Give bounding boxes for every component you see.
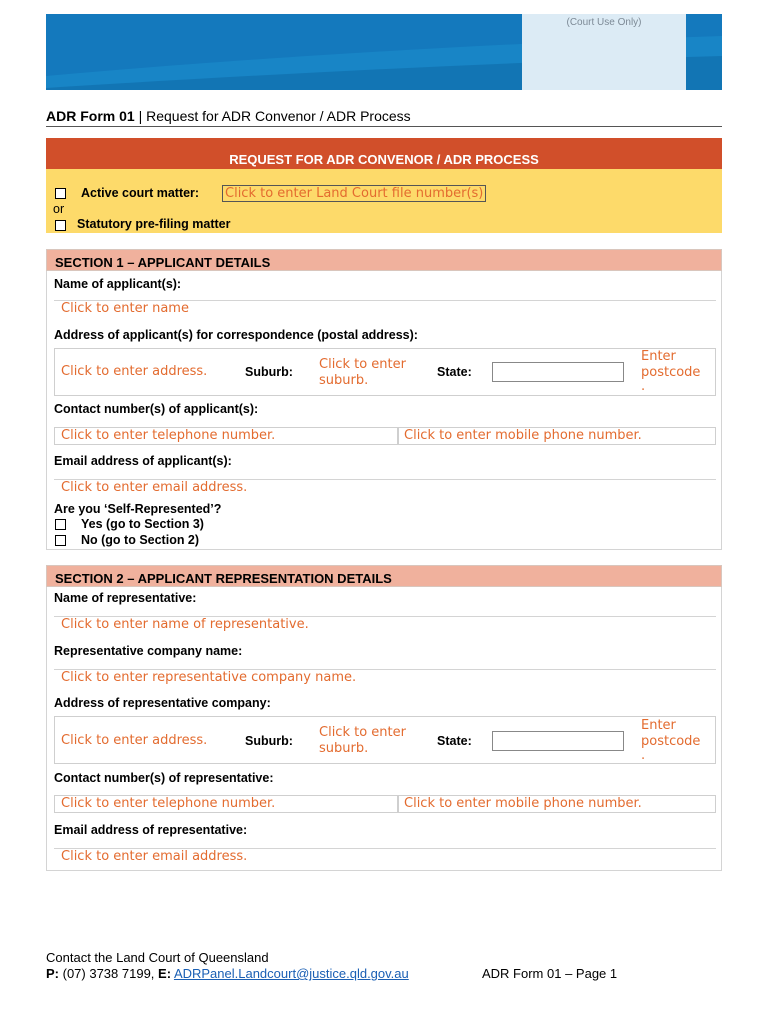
applicant-suburb-field-cont: suburb.: [319, 373, 369, 388]
request-heading: REQUEST FOR ADR CONVENOR / ADR PROCESS: [46, 138, 722, 169]
footer-phone-label: P:: [46, 966, 59, 981]
representative-state-label: State:: [437, 734, 472, 748]
representative-contact-label: Contact number(s) of representative:: [54, 771, 274, 785]
applicant-address-label: Address of applicant(s) for correspondence (postal address):: [54, 328, 418, 342]
self-rep-no-label: No (go to Section 2): [81, 533, 200, 547]
self-rep-yes-checkbox[interactable]: [55, 519, 66, 530]
representative-name-label: Name of representative:: [54, 591, 197, 605]
representative-postcode-field-cont: postcode: [641, 734, 701, 749]
applicant-postcode-field[interactable]: Enter: [641, 349, 676, 364]
footer-contact: Contact the Land Court of Queensland: [46, 950, 269, 965]
applicant-email-label: Email address of applicant(s):: [54, 454, 232, 468]
section2-heading: SECTION 2 – APPLICANT REPRESENTATION DETAILS: [46, 565, 722, 587]
or-text: or: [53, 202, 65, 216]
applicant-state-label: State:: [437, 365, 472, 379]
court-use-label: (Court Use Only): [566, 17, 642, 28]
representative-suburb-field-cont: suburb.: [319, 741, 369, 756]
footer-phone: (07) 3738 7199,: [59, 966, 159, 981]
applicant-suburb-field[interactable]: Click to enter: [319, 357, 406, 372]
form-title-code: ADR Form 01: [46, 108, 135, 124]
representative-phone-field[interactable]: Click to enter telephone number.: [61, 796, 276, 811]
applicant-contact-label: Contact number(s) of applicant(s):: [54, 402, 259, 416]
footer-email-label: E:: [158, 966, 172, 981]
form-title-text: | Request for ADR Convenor / ADR Process: [134, 108, 411, 124]
applicant-name-label: Name of applicant(s):: [54, 277, 182, 291]
applicant-email-field[interactable]: Click to enter email address.: [61, 480, 248, 495]
representative-state-select[interactable]: [492, 731, 624, 751]
active-matter-label: Active court matter:: [81, 186, 200, 200]
footer-email-link[interactable]: ADRPanel.Landcourt@justice.qld.gov.au: [173, 966, 409, 981]
representative-postcode-field[interactable]: Enter: [641, 718, 676, 733]
representative-email-label: Email address of representative:: [54, 823, 248, 837]
representative-company-label: Representative company name:: [54, 644, 243, 658]
active-matter-checkbox[interactable]: [55, 188, 66, 199]
form-title: [46, 108, 722, 124]
self-rep-no-checkbox[interactable]: [55, 535, 66, 546]
representative-company-field[interactable]: Click to enter representative company name.: [61, 670, 357, 685]
representative-name-field[interactable]: Click to enter name of representative.: [61, 617, 309, 632]
self-rep-yes-label: Yes (go to Section 3): [81, 517, 204, 531]
applicant-name-field[interactable]: Click to enter name: [61, 301, 189, 316]
applicant-address-field[interactable]: Click to enter address.: [61, 364, 208, 379]
applicant-postcode-field-cont: postcode: [641, 365, 701, 380]
applicant-phone-field[interactable]: Click to enter telephone number.: [61, 428, 276, 443]
self-represented-question: Are you ‘Self-Represented’?: [54, 502, 222, 516]
footer-page-number: ADR Form 01 – Page 1: [482, 966, 618, 981]
applicant-postcode-field-end: .: [641, 379, 646, 394]
representative-email-field[interactable]: Click to enter email address.: [61, 849, 248, 864]
representative-address-field[interactable]: Click to enter address.: [61, 733, 208, 748]
representative-suburb-label: Suburb:: [245, 734, 293, 748]
statutory-matter-checkbox[interactable]: [55, 220, 66, 231]
applicant-mobile-field[interactable]: Click to enter mobile phone number.: [404, 428, 642, 443]
representative-mobile-field[interactable]: Click to enter mobile phone number.: [404, 796, 642, 811]
statutory-matter-label: Statutory pre-filing matter: [77, 217, 231, 231]
representative-postcode-field-end: .: [641, 748, 646, 763]
title-divider: [46, 126, 722, 127]
representative-address-label: Address of representative company:: [54, 696, 271, 710]
footer-contact-details: [46, 966, 409, 981]
representative-suburb-field[interactable]: Click to enter: [319, 725, 406, 740]
applicant-state-select[interactable]: [492, 362, 624, 382]
section1-heading: SECTION 1 – APPLICANT DETAILS: [46, 249, 722, 271]
applicant-suburb-label: Suburb:: [245, 365, 293, 379]
land-court-file-number-field[interactable]: Click to enter Land Court file number(s): [222, 185, 486, 202]
